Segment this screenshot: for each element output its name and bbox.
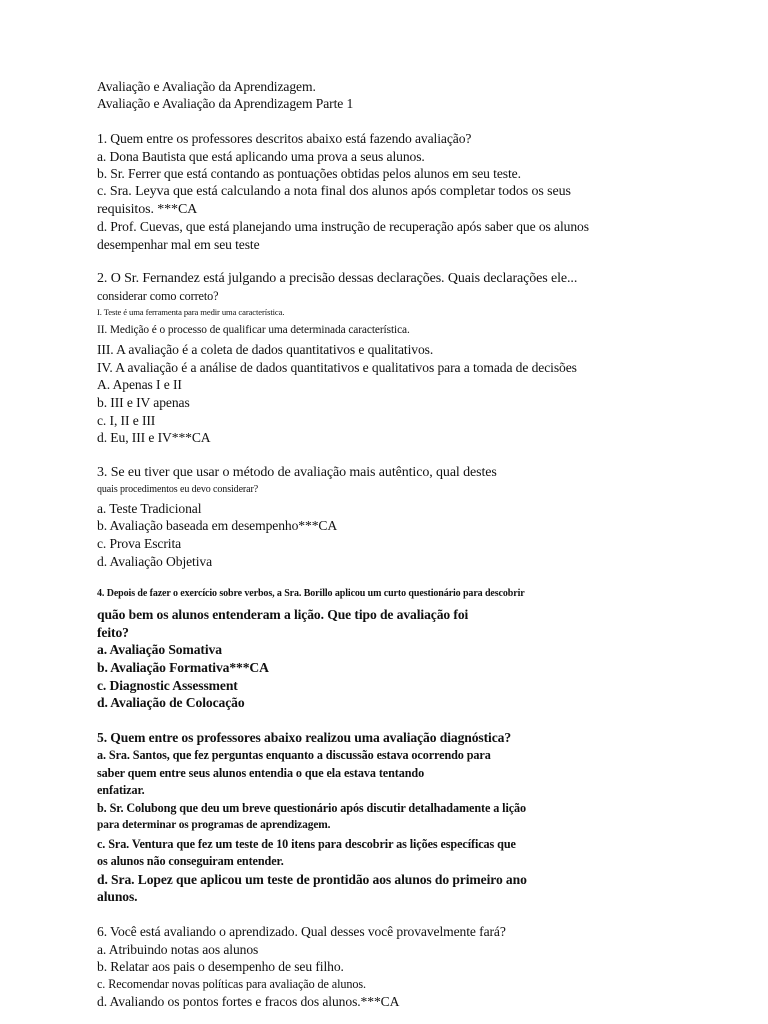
q4-question-line-3: feito? xyxy=(97,625,129,640)
q5-option-b-line-2: para determinar os programas de aprendizagem. xyxy=(97,819,331,831)
q5-option-a-line-2: saber quem entre seus alunos entendia o que ela estava tentando xyxy=(97,766,425,780)
q1-option-c-line-2: requisitos. ***CA xyxy=(97,202,198,217)
q1-option-c-line-1: c. Sra. Leyva que está calculando a nota final dos alunos após completar todos os seus xyxy=(97,184,571,199)
q5-option-a-line-3: enfatizar. xyxy=(97,783,145,797)
q3-question-line-2: quais procedimentos eu devo considerar? xyxy=(97,484,259,495)
q3-option-d: d. Avaliação Objetiva xyxy=(97,554,213,569)
q4-option-a: a. Avaliação Somativa xyxy=(97,642,222,657)
q6-question: 6. Você está avaliando o aprendizado. Qual desses você provavelmente fará? xyxy=(97,924,506,939)
q5-question: 5. Quem entre os professores abaixo realizou uma avaliação diagnóstica? xyxy=(97,730,512,745)
q3-option-c: c. Prova Escrita xyxy=(97,536,182,551)
q5-option-d-line-2: alunos. xyxy=(97,889,138,904)
q1-option-b: b. Sr. Ferrer que está contando as pontuações obtidas pelos alunos em seu teste. xyxy=(97,166,521,181)
q2-question-line-1: 2. O Sr. Fernandez está julgando a precisão dessas declarações. Quais declarações ele... xyxy=(97,271,578,286)
q2-question-line-2: considerar como correto? xyxy=(97,289,219,303)
q2-option-a: A. Apenas I e II xyxy=(97,377,182,392)
q2-statement-1: I. Teste é uma ferramenta para medir uma característica. xyxy=(97,307,285,317)
q4-option-c: c. Diagnostic Assessment xyxy=(97,678,238,693)
q3-option-b: b. Avaliação baseada em desempenho***CA xyxy=(97,518,338,533)
q6-option-b: b. Relatar aos pais o desempenho de seu filho. xyxy=(97,959,344,974)
q1-option-a: a. Dona Bautista que está aplicando uma prova a seus alunos. xyxy=(97,149,425,164)
q4-question-line-2: quão bem os alunos entenderam a lição. Que tipo de avaliação foi xyxy=(97,607,469,622)
q5-option-c-line-2: os alunos não conseguiram entender. xyxy=(97,854,284,868)
document-title-line-1: Avaliação e Avaliação da Aprendizagem. xyxy=(97,79,316,94)
q5-option-c-line-1: c. Sra. Ventura que fez um teste de 10 itens para descobrir as lições específicas que xyxy=(97,837,516,851)
q4-question-line-1: 4. Depois de fazer o exercício sobre verbos, a Sra. Borillo aplicou um curto questionário para descobrir xyxy=(97,588,525,599)
q1-option-d-line-2: desempenhar mal em seu teste xyxy=(97,237,260,252)
q3-option-a: a. Teste Tradicional xyxy=(97,501,202,516)
q5-option-d-line-1: d. Sra. Lopez que aplicou um teste de prontidão aos alunos do primeiro ano xyxy=(97,872,527,887)
q4-option-d: d. Avaliação de Colocação xyxy=(97,695,245,710)
q3-question-line-1: 3. Se eu tiver que usar o método de avaliação mais autêntico, qual destes xyxy=(97,465,497,480)
q2-option-d: d. Eu, III e IV***CA xyxy=(97,430,211,445)
q4-option-b: b. Avaliação Formativa***CA xyxy=(97,660,269,675)
q2-statement-3: III. A avaliação é a coleta de dados quantitativos e qualitativos. xyxy=(97,342,434,357)
q5-option-b-line-1: b. Sr. Colubong que deu um breve questionário após discutir detalhadamente a lição xyxy=(97,801,527,815)
q6-option-a: a. Atribuindo notas aos alunos xyxy=(97,942,259,957)
q6-option-c: c. Recomendar novas políticas para avaliação de alunos. xyxy=(97,977,366,991)
q1-question: 1. Quem entre os professores descritos abaixo está fazendo avaliação? xyxy=(97,131,472,146)
q1-option-d-line-1: d. Prof. Cuevas, que está planejando uma instrução de recuperação após saber que os alunos xyxy=(97,219,589,234)
q6-option-d: d. Avaliando os pontos fortes e fracos dos alunos.***CA xyxy=(97,994,400,1009)
q2-statement-4: IV. A avaliação é a análise de dados quantitativos e qualitativos para a tomada de decisões xyxy=(97,360,577,375)
q2-option-b: b. III e IV apenas xyxy=(97,395,190,410)
q5-option-a-line-1: a. Sra. Santos, que fez perguntas enquanto a discussão estava ocorrendo para xyxy=(97,748,491,762)
q2-statement-2: II. Medição é o processo de qualificar uma determinada característica. xyxy=(97,324,410,336)
q2-option-c: c. I, II e III xyxy=(97,413,156,428)
document-title-line-2: Avaliação e Avaliação da Aprendizagem Parte 1 xyxy=(97,96,354,111)
